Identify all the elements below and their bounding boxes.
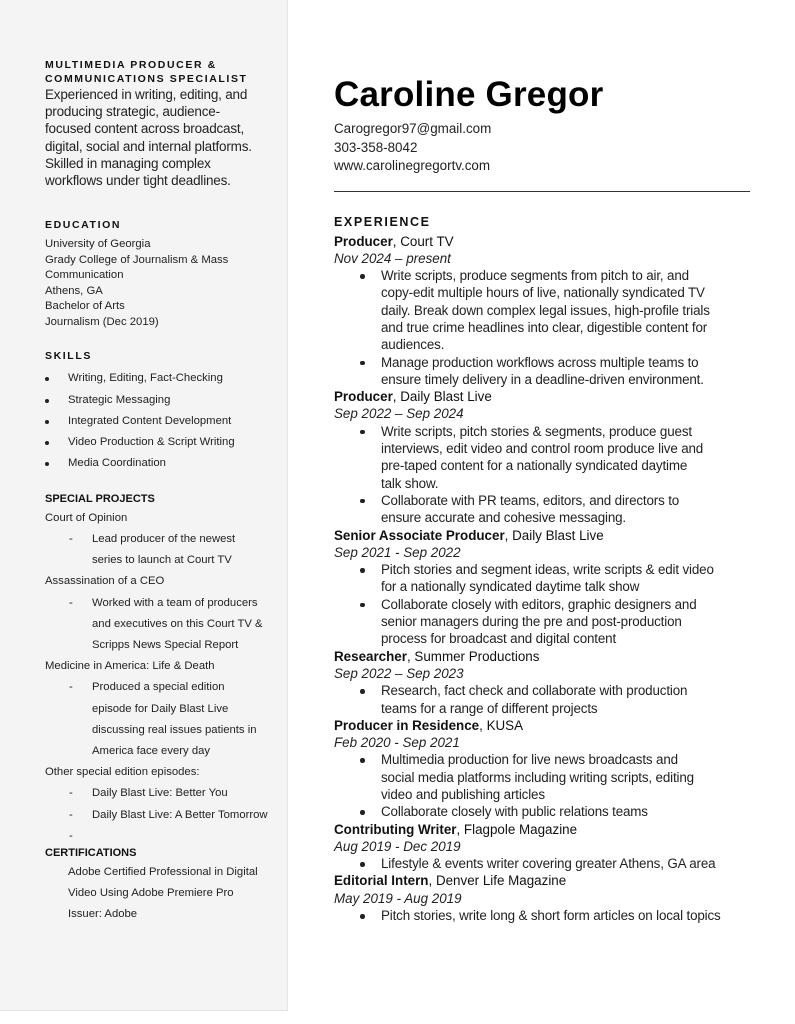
bullet-line: for a nationally syndicated daytime talk show (381, 579, 640, 595)
job-dates: Sep 2022 – Sep 2023 (334, 665, 464, 681)
special-projects-heading: SPECIAL PROJECTS (45, 492, 155, 505)
job-role: Producer (334, 233, 393, 249)
bullet-icon (360, 689, 365, 694)
bullet-line: interviews, edit video and control room produce live and (381, 441, 704, 457)
bullet-line: teams for a range of different projects (381, 700, 598, 716)
job-bullet (334, 907, 752, 924)
job-bullets (334, 907, 752, 924)
dash-icon: - (69, 681, 73, 694)
bullet-line: daily. Break down complex legal issues, high-profile trials (381, 302, 710, 318)
certifications-list (45, 862, 285, 926)
email-link[interactable]: Carogregor97@gmail.com (334, 121, 492, 136)
professional-summary: Experienced in writing, editing, and producing strategic, audience- focused content across broadcast, digital, social and internal platforms. Skilled in managing complex workflows under tight deadlines. (45, 87, 252, 189)
contact-info (334, 120, 752, 176)
job-company: , KUSA (479, 717, 524, 733)
job-title (334, 717, 752, 734)
job-company: , Court TV (392, 233, 454, 249)
bullet-line: talk show. (381, 475, 439, 491)
main-content (334, 72, 752, 924)
skill-item: Video Production & Script Writing (45, 432, 285, 453)
bullet-icon (360, 361, 365, 366)
sidebar (0, 0, 288, 1011)
bullet-line: Collaborate with PR teams, editors, and directors to (381, 492, 680, 508)
job-bullets (334, 751, 752, 820)
job-entry (334, 648, 752, 717)
job-bullet (334, 492, 752, 527)
bullet-icon (360, 274, 365, 279)
skill-item: Integrated Content Development (45, 411, 285, 432)
certification-line: Video Using Adobe Premiere Pro (68, 887, 234, 900)
bullet-line: pre-taped content for a nationally syndicated daytime (381, 458, 688, 474)
bullet-line: Collaborate closely with public relations teams (381, 804, 648, 820)
special-projects-list (45, 508, 285, 847)
job-title (334, 527, 752, 544)
experience-list (334, 233, 752, 925)
bullet-line: ensure accurate and cohesive messaging. (381, 510, 627, 526)
sidebar-content (45, 58, 285, 926)
bullet-line: Write scripts, produce segments from pitch to air, and (381, 268, 689, 284)
job-role: Contributing Writer (334, 821, 457, 837)
bullet-line: process for broadcast and digital content (381, 631, 617, 647)
project-description: - Produced a special edition episode for Daily Blast Live discussing real issues patients in America face every day (45, 677, 285, 762)
job-bullet (334, 267, 752, 353)
bullet-line: video and publishing articles (381, 787, 545, 802)
job-bullet (334, 561, 752, 596)
professional-title: MULTIMEDIA PRODUCER & COMMUNICATIONS SPECIALIST (45, 59, 248, 85)
bullet-line: social media platforms including writing scripts, editing (381, 769, 694, 785)
project-title: Other special edition episodes: (45, 766, 200, 779)
bullet-icon (360, 603, 365, 608)
bullet-line: Multimedia production for live news broadcasts and (381, 752, 678, 768)
skills-list (45, 368, 285, 474)
job-entry (334, 872, 752, 924)
certifications-heading: CERTIFICATIONS (45, 846, 137, 859)
job-bullet (334, 682, 752, 717)
website-link[interactable]: www.carolinegregortv.com (334, 158, 491, 173)
job-company: , Daily Blast Live (504, 527, 604, 543)
job-title (334, 648, 752, 665)
bullet-line: Collaborate closely with editors, graphic designers and (381, 596, 697, 612)
job-role: Senior Associate Producer (334, 527, 505, 543)
certification-line: Adobe Certified Professional in Digital (68, 865, 258, 878)
bullet-icon (360, 568, 365, 573)
project-title: Court of Opinion (45, 511, 128, 524)
job-bullet (334, 803, 752, 820)
education-details: University of Georgia Grady College of Journalism & Mass Communication Athens, GA Bachelor of Arts Journalism (Dec 2019) (45, 238, 229, 328)
bullet-icon (360, 810, 365, 815)
job-company: , Flagpole Magazine (456, 821, 578, 837)
bullet-line: Manage production workflows across multiple teams to (381, 354, 699, 370)
job-role: Editorial Intern (334, 873, 429, 889)
job-title (334, 388, 752, 405)
job-bullet (334, 423, 752, 492)
bullet-line: copy-edit multiple hours of live, nationally syndicated TV (381, 285, 705, 301)
job-bullets (334, 682, 752, 717)
bullet-icon (360, 914, 365, 919)
bullet-icon (360, 499, 365, 504)
experience-heading: EXPERIENCE (334, 214, 431, 229)
bullet-icon (360, 758, 365, 763)
dash-icon: - (69, 829, 73, 842)
bullet-line: Write scripts, pitch stories & segments, produce guest (381, 423, 692, 439)
bullet-icon (45, 377, 49, 381)
bullet-line: and true crime headlines into clear, digestible content for (381, 319, 708, 335)
divider (334, 191, 750, 192)
empty-dash-line (45, 826, 285, 847)
bullet-line: Lifestyle & events writer covering greater Athens, GA area (381, 856, 716, 872)
job-dates: Sep 2021 - Sep 2022 (334, 544, 461, 560)
job-entry (334, 233, 752, 389)
project-title: Assassination of a CEO (45, 575, 165, 588)
job-title (334, 233, 752, 250)
certification-line: Issuer: Adobe (68, 908, 138, 921)
bullet-line: Pitch stories, write long & short form articles on local topics (381, 908, 721, 924)
job-bullet (334, 354, 752, 389)
job-bullet (334, 855, 752, 872)
job-dates: Aug 2019 - Dec 2019 (334, 838, 461, 854)
bullet-icon (45, 462, 49, 466)
job-dates: May 2019 - Aug 2019 (334, 890, 462, 906)
job-role: Producer (334, 389, 393, 405)
project-description: - Worked with a team of producers and executives on this Court TV & Scripps News Special Report (45, 593, 285, 657)
candidate-name: Caroline Gregor (334, 75, 604, 114)
dash-icon: - (69, 532, 73, 545)
job-company: , Summer Productions (406, 648, 540, 664)
bullet-line: senior managers during the pre and post-production (381, 614, 682, 630)
skills-heading: SKILLS (45, 350, 92, 363)
project-description: - Lead producer of the newest series to launch at Court TV (45, 529, 285, 571)
job-bullet (334, 596, 752, 648)
job-bullet (334, 751, 752, 803)
dash-icon: - (69, 596, 73, 609)
bullet-line: Research, fact check and collaborate with production (381, 683, 688, 699)
project-episode: - Daily Blast Live: Better You (45, 783, 285, 804)
project-episode: - Daily Blast Live: A Better Tomorrow (45, 805, 285, 826)
bullet-icon (45, 420, 49, 424)
job-title (334, 821, 752, 838)
bullet-icon (360, 430, 365, 435)
dash-icon: - (69, 808, 73, 821)
project-title: Medicine in America: Life & Death (45, 660, 215, 673)
job-dates: Sep 2022 – Sep 2024 (334, 406, 464, 422)
job-company: , Denver Life Magazine (428, 873, 567, 889)
bullet-line: ensure timely delivery in a deadline-driven environment. (381, 371, 704, 387)
phone-number: 303-358-8042 (334, 139, 418, 155)
job-dates: Feb 2020 - Sep 2021 (334, 735, 460, 751)
job-title (334, 872, 752, 889)
job-entry (334, 388, 752, 526)
job-role: Researcher (334, 648, 407, 664)
job-dates: Nov 2024 – present (334, 250, 451, 266)
job-bullets (334, 855, 752, 872)
job-bullets (334, 267, 752, 388)
skill-item: Media Coordination (45, 453, 285, 474)
bullet-line: Pitch stories and segment ideas, write scripts & edit video (381, 562, 714, 578)
bullet-line: audiences. (381, 337, 445, 353)
dash-icon: - (69, 787, 73, 800)
job-bullets (334, 561, 752, 647)
job-bullets (334, 423, 752, 527)
bullet-icon (45, 441, 49, 445)
skill-item: Strategic Messaging (45, 390, 285, 411)
job-company: , Daily Blast Live (392, 389, 492, 405)
bullet-icon (45, 399, 49, 403)
bullet-icon (360, 862, 365, 867)
job-entry (334, 821, 752, 873)
education-heading: EDUCATION (45, 219, 122, 232)
skill-item: Writing, Editing, Fact-Checking (45, 368, 285, 389)
job-entry (334, 717, 752, 821)
job-entry (334, 527, 752, 648)
job-role: Producer in Residence (334, 717, 480, 733)
